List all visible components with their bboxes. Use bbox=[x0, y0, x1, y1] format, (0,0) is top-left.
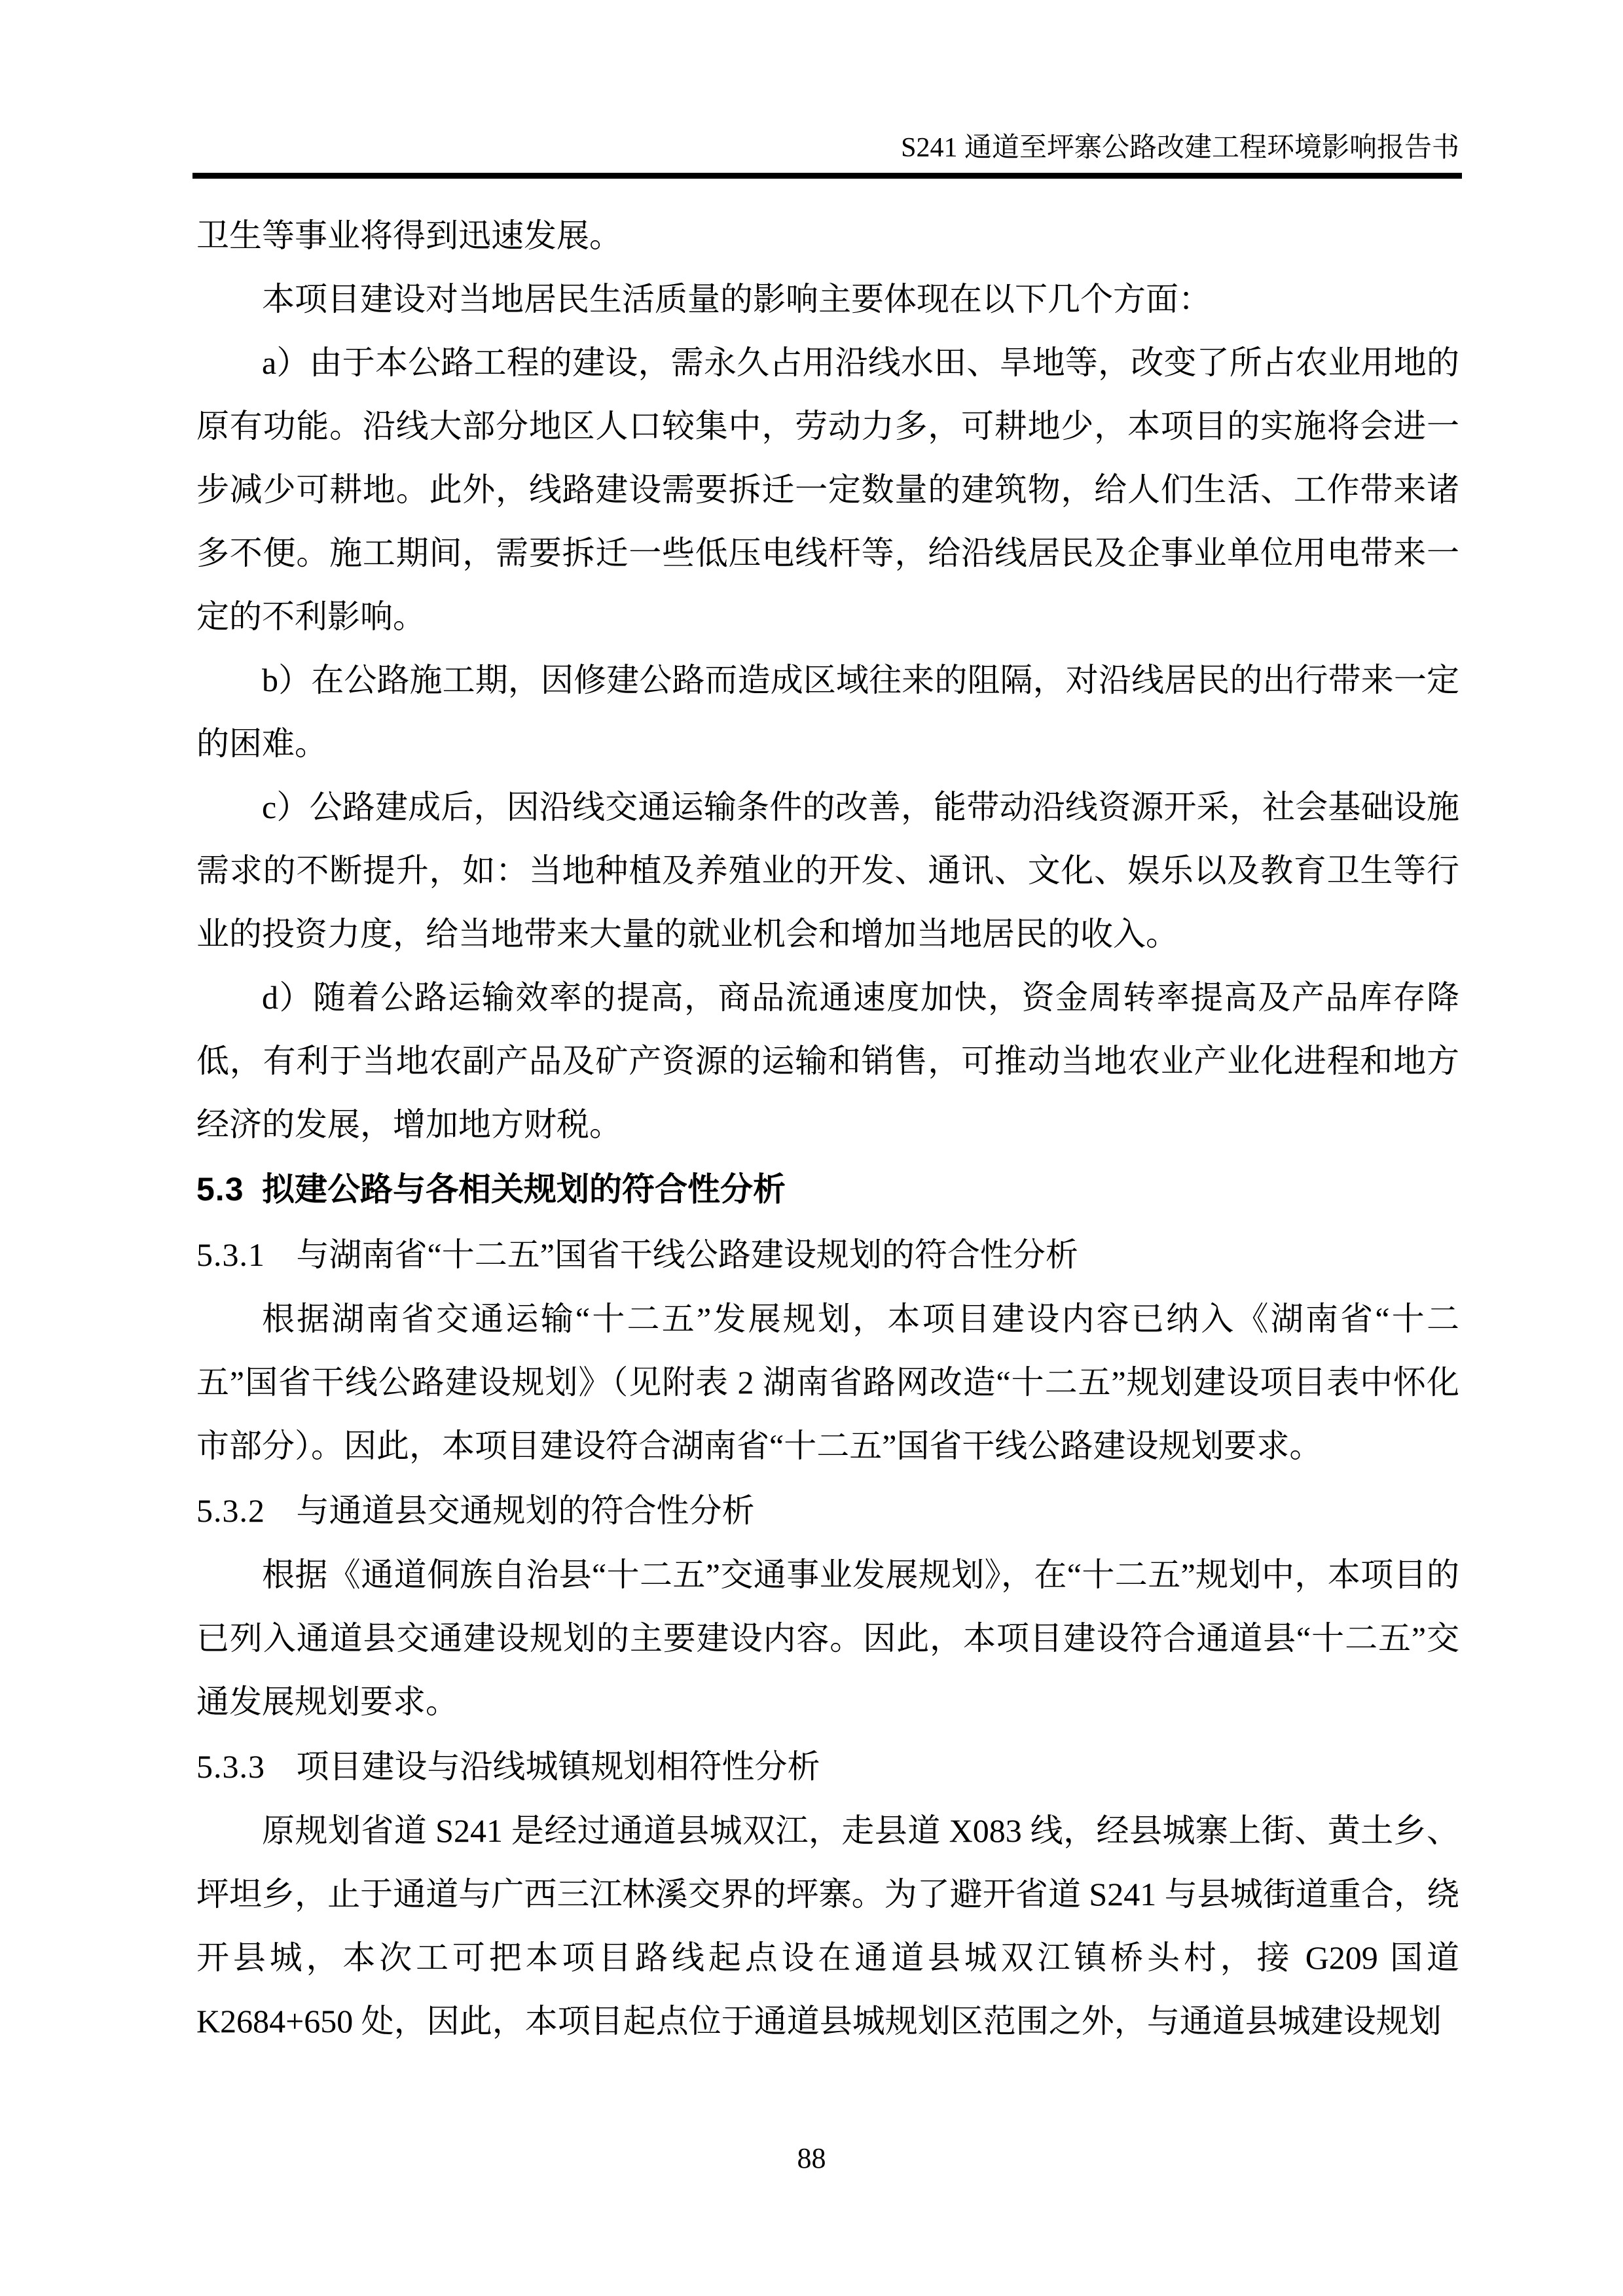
paragraph: 原规划省道 S241 是经过通道县城双江，走县道 X083 线，经县城寨上街、黄土乡、坪坦乡，止于通道与广西三江林溪交界的坪寨。为了避开省道 S241 与县城街道重合，绕开县城，本次工可把本项目路线起点设在通道县城双江镇桥头村，接 G209 国道 K2684+650 处，因此，本项目起点位于通道县城规划区范围之外，与通道县城建设规划 bbox=[196, 1812, 1459, 2039]
paragraph: b）在公路施工期，因修建公路而造成区域往来的阻隔，对沿线居民的出行带来一定的困难。 bbox=[196, 662, 1459, 762]
header-rule bbox=[192, 173, 1462, 179]
section-title: 拟建公路与各相关规划的符合性分析 bbox=[262, 1171, 786, 1208]
page-header bbox=[196, 131, 1459, 165]
section-title: 与通道县交通规划的符合性分析 bbox=[296, 1492, 755, 1529]
paragraph: 卫生等事业将得到迅速发展。 bbox=[196, 217, 622, 254]
section-heading bbox=[196, 1478, 1459, 1543]
section-title: 项目建设与沿线城镇规划相符性分析 bbox=[296, 1748, 820, 1785]
paragraph: c）公路建成后，因沿线交通运输条件的改善，能带动沿线资源开采，社会基础设施需求的不断提升，如：当地种植及养殖业的开发、通讯、文化、娱乐以及教育卫生等行业的投资力度，给当地带来大量的就业机会和增加当地居民的收入。 bbox=[196, 789, 1459, 952]
section-number: 5.3.1 bbox=[196, 1236, 265, 1273]
paragraph: a）由于本公路工程的建设，需永久占用沿线水田、旱地等，改变了所占农业用地的原有功能。沿线大部分地区人口较集中，劳动力多，可耕地少，本项目的实施将会进一步减少可耕地。此外，线路建设需要拆迁一定数量的建筑物，给人们生活、工作带来诸多不便。施工期间，需要拆迁一些低压电线杆等，给沿线居民及企事业单位用电带来一定的不利影响。 bbox=[196, 344, 1459, 635]
section-heading bbox=[196, 1734, 1459, 1799]
paragraph: 根据湖南省交通运输“十二五”发展规划，本项目建设内容已纳入《湖南省“十二五”国省干线公路建设规划》（见附表 2 湖南省路网改造“十二五”规划建设项目表中怀化市部分）。因此，本项目建设符合湖南省“十二五”国省干线公路建设规划要求。 bbox=[196, 1300, 1459, 1464]
section-heading bbox=[196, 1222, 1459, 1287]
section-title: 与湖南省“十二五”国省干线公路建设规划的符合性分析 bbox=[296, 1236, 1078, 1273]
section-number: 5.3.2 bbox=[196, 1492, 265, 1529]
paragraph: 根据《通道侗族自治县“十二五”交通事业发展规划》，在“十二五”规划中，本项目的已列入通道县交通建设规划的主要建设内容。因此，本项目建设符合通道县“十二五”交通发展规划要求。 bbox=[196, 1556, 1459, 1720]
header-title: S241 通道至坪寨公路改建工程环境影响报告书 bbox=[901, 133, 1459, 163]
document-content bbox=[196, 204, 1459, 2053]
section-heading bbox=[196, 1157, 1459, 1222]
page-footer bbox=[0, 2142, 1623, 2176]
section-number: 5.3.3 bbox=[196, 1748, 265, 1785]
paragraph: d）随着公路运输效率的提高，商品流通速度加快，资金周转率提高及产品库存降低，有利于当地农副产品及矿产资源的运输和销售，可推动当地农业产业化进程和地方经济的发展，增加地方财税。 bbox=[196, 979, 1459, 1143]
paragraph: 本项目建设对当地居民生活质量的影响主要体现在以下几个方面： bbox=[262, 281, 1211, 317]
page-number: 88 bbox=[797, 2142, 826, 2174]
section-number: 5.3 bbox=[196, 1171, 244, 1208]
